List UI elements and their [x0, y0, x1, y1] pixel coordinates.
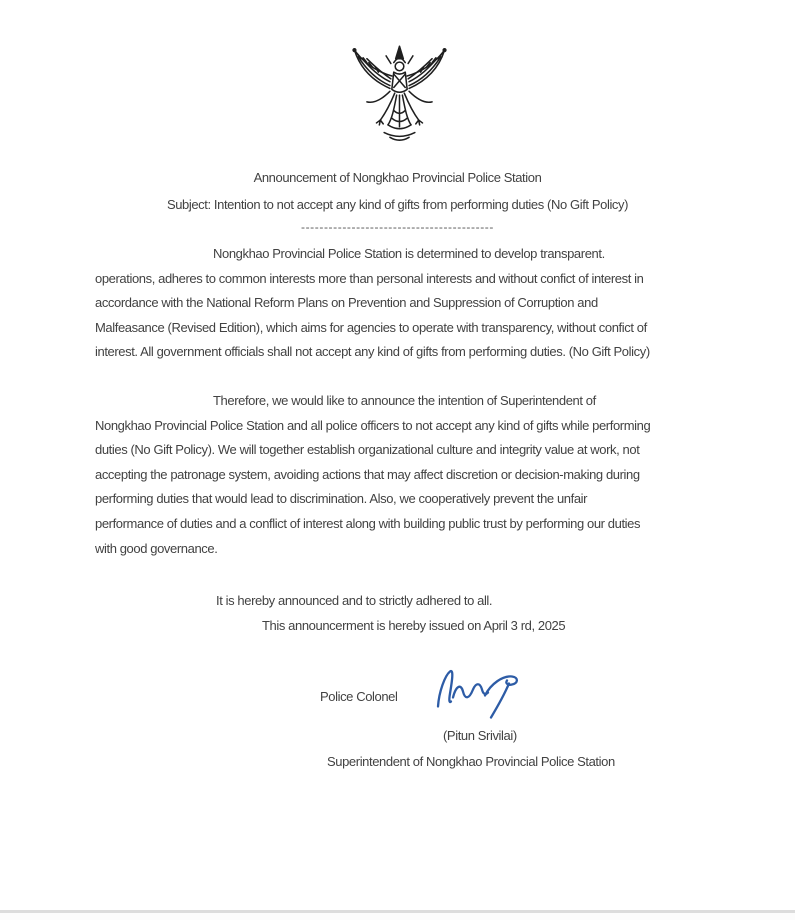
signer-name: (Pitun Srivilai)	[443, 728, 517, 743]
garuda-emblem-icon	[342, 42, 457, 155]
page-below-edge-area	[0, 913, 795, 920]
subject-line: Subject: Intention to not accept any kind of gifts from performing duties (No Gift Policy)	[166, 197, 629, 212]
separator-dashes: ------------------------------------------	[300, 220, 495, 234]
paragraph-2-line: Nongkhao Provincial Police Station and all police officers to not accept any kind of gifts while performing	[95, 417, 651, 433]
announcement-title: Announcement of Nongkhao Provincial Police Station	[253, 170, 542, 185]
issue-date-line: This announcerment is hereby issued on April 3 rd, 2025	[262, 618, 566, 633]
paragraph-1-line: interest. All government officials shall not accept any kind of gifts from performing duties. (No Gift Policy)	[95, 344, 650, 360]
signature-ink	[425, 650, 525, 728]
signer-rank: Police Colonel	[320, 689, 398, 704]
signature-svg	[425, 650, 525, 728]
paragraph-1-line: operations, adheres to common interests more than personal interests and without confict of interest in	[95, 270, 644, 286]
paragraph-2-line: Therefore, we would like to announce the intention of Superintendent of	[213, 393, 596, 408]
paragraph-2-line: duties (No Gift Policy). We will together establish organizational culture and integrity value at work, not	[95, 442, 640, 458]
paragraph-2	[95, 389, 755, 561]
paragraph-1-line: Nongkhao Provincial Police Station is determined to develop transparent.	[213, 246, 605, 261]
paragraph-2-line: with good governance.	[95, 540, 218, 556]
paragraph-2-line: performance of duties and a conflict of interest along with building public trust by performing our duties	[95, 515, 641, 531]
paragraph-1-line: accordance with the National Reform Plans on Prevention and Suppression of Corruption and	[95, 295, 598, 311]
paragraph-1-line: Malfeasance (Revised Edition), which aims for agencies to operate with transparency, without confict of	[95, 319, 647, 335]
signer-title: Superintendent of Nongkhao Provincial Police Station	[327, 754, 615, 769]
paragraph-2-line: performing duties that would lead to discrimination. Also, we cooperatively prevent the unfair	[95, 491, 588, 507]
paragraph-2-line: accepting the patronage system, avoiding actions that may affect discretion or decision-making during	[95, 466, 640, 482]
paragraph-1	[95, 242, 755, 365]
closing-statement: It is hereby announced and to strictly adhered to all.	[216, 593, 493, 608]
garuda-emblem-svg	[342, 42, 457, 155]
